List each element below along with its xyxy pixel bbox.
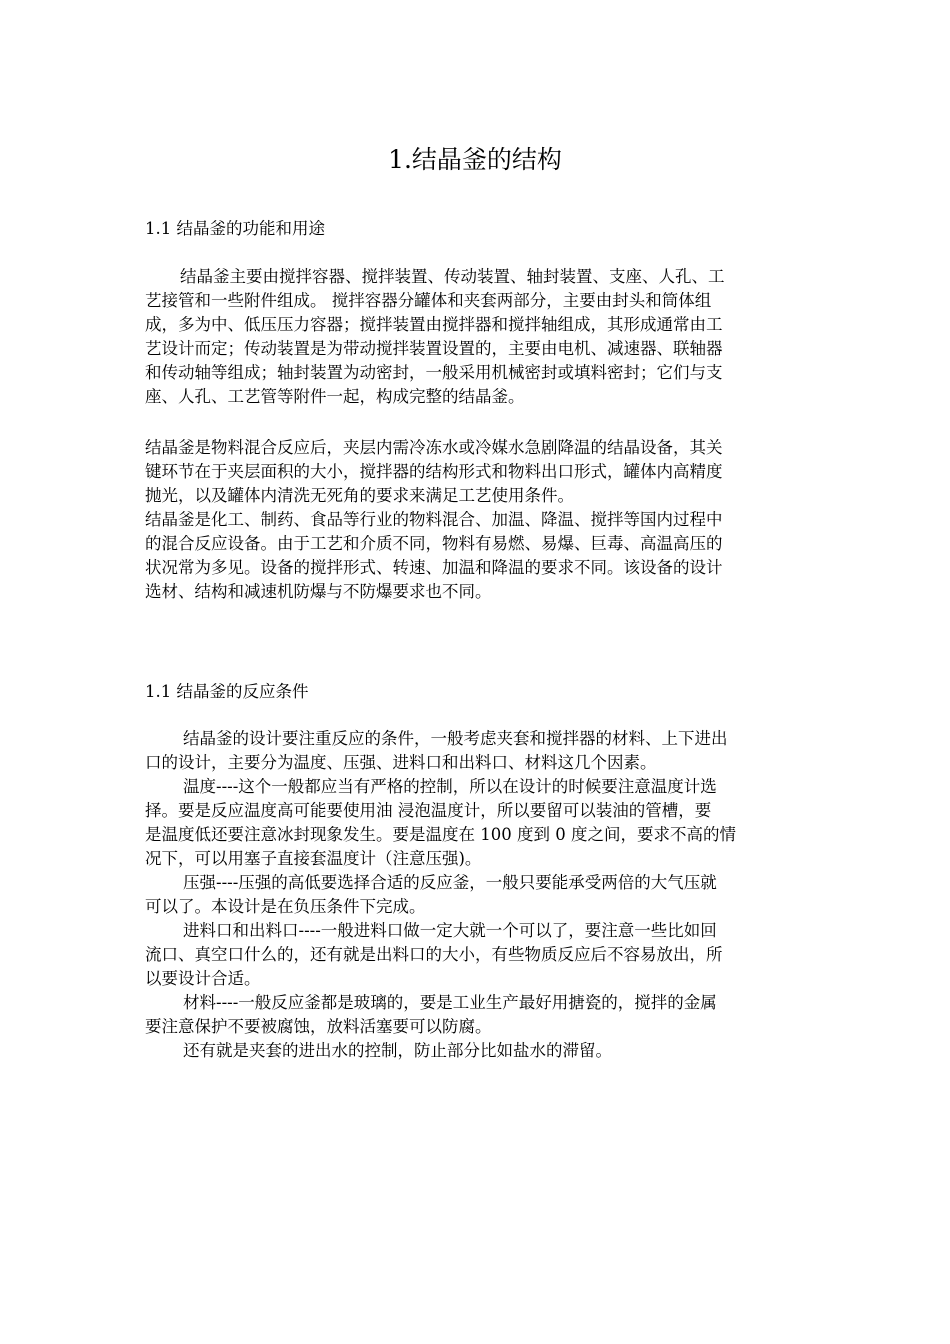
text-line: 要注意保护不要被腐蚀，放料活塞要可以防腐。 — [145, 1017, 492, 1036]
paragraph-composition — [145, 265, 820, 409]
text-line: 艺接管和一些附件组成。 搅拌容器分罐体和夹套两部分，主要由封头和筒体组 — [145, 291, 712, 310]
text-line: 流口、真空口什么的，还有就是出料口的大小，有些物质反应后不容易放出，所 — [145, 945, 723, 964]
section-heading-function: 1.1 结晶釜的功能和用途 — [145, 219, 325, 238]
text-line: 以要设计合适。 — [145, 969, 261, 988]
text-line: 选材、结构和减速机防爆与不防爆要求也不同。 — [145, 582, 492, 601]
page-title: 1.结晶釜的结构 — [388, 145, 562, 174]
text-line: 结晶釜的设计要注重反应的条件，一般考虑夹套和搅拌器的材料、上下进出 — [183, 729, 728, 748]
text-line: 压强----压强的高低要选择合适的反应釜，一般只要能承受两倍的大气压就 — [183, 873, 717, 892]
text-line: 结晶釜是化工、制药、食品等行业的物料混合、加温、降温、搅拌等国内过程中 — [145, 510, 723, 529]
text-line: 抛光，以及罐体内清洗无死角的要求来满足工艺使用条件。 — [145, 486, 574, 505]
text-line: 口的设计，主要分为温度、压强、进料口和出料口、材料这几个因素。 — [145, 753, 657, 772]
paragraph-crystallizer-definition — [145, 436, 820, 604]
text-line: 择。要是反应温度高可能要使用油 浸泡温度计，所以要留可以装油的管槽，要 — [145, 801, 712, 820]
text-line: 可以了。本设计是在负压条件下完成。 — [145, 897, 426, 916]
text-line: 成，多为中、低压压力容器；搅拌装置由搅拌器和搅拌轴组成，其形成通常由工 — [145, 315, 723, 334]
text-line: 况下，可以用塞子直接套温度计（注意压强)。 — [145, 849, 482, 868]
text-line: 艺设计而定；传动装置是为带动搅拌装置设置的，主要由电机、减速器、联轴器 — [145, 339, 723, 358]
text-line: 状况常为多见。设备的搅拌形式、转速、加温和降温的要求不同。该设备的设计 — [145, 558, 723, 577]
text-line: 座、人孔、工艺管等附件一起，构成完整的结晶釜。 — [145, 387, 525, 406]
text-line: 进料口和出料口----一般进料口做一定大就一个可以了，要注意一些比如回 — [183, 921, 717, 940]
text-line: 温度----这个一般都应当有严格的控制，所以在设计的时候要注意温度计选 — [183, 777, 717, 796]
text-line: 材料----一般反应釜都是玻璃的，要是工业生产最好用搪瓷的，搅拌的金属 — [183, 993, 717, 1012]
text-line: 还有就是夹套的进出水的控制，防止部分比如盐水的滞留。 — [183, 1041, 612, 1060]
text-line: 的混合反应设备。由于工艺和介质不同，物料有易燃、易爆、巨毒、高温高压的 — [145, 534, 723, 553]
text-line: 键环节在于夹层面积的大小，搅拌器的结构形式和物料出口形式，罐体内高精度 — [145, 462, 723, 481]
paragraph-design-conditions — [145, 727, 820, 1063]
section-heading-conditions: 1.1 结晶釜的反应条件 — [145, 682, 309, 701]
text-line: 是温度低还要注意冰封现象发生。要是温度在 100 度到 0 度之间，要求不高的情 — [145, 825, 736, 844]
text-line: 结晶釜主要由搅拌容器、搅拌装置、传动装置、轴封装置、支座、人孔、工 — [180, 267, 725, 286]
text-line: 结晶釜是物料混合反应后，夹层内需冷冻水或冷媒水急剧降温的结晶设备，其关 — [145, 438, 723, 457]
text-line: 和传动轴等组成；轴封装置为动密封，一般采用机械密封或填料密封；它们与支 — [145, 363, 723, 382]
